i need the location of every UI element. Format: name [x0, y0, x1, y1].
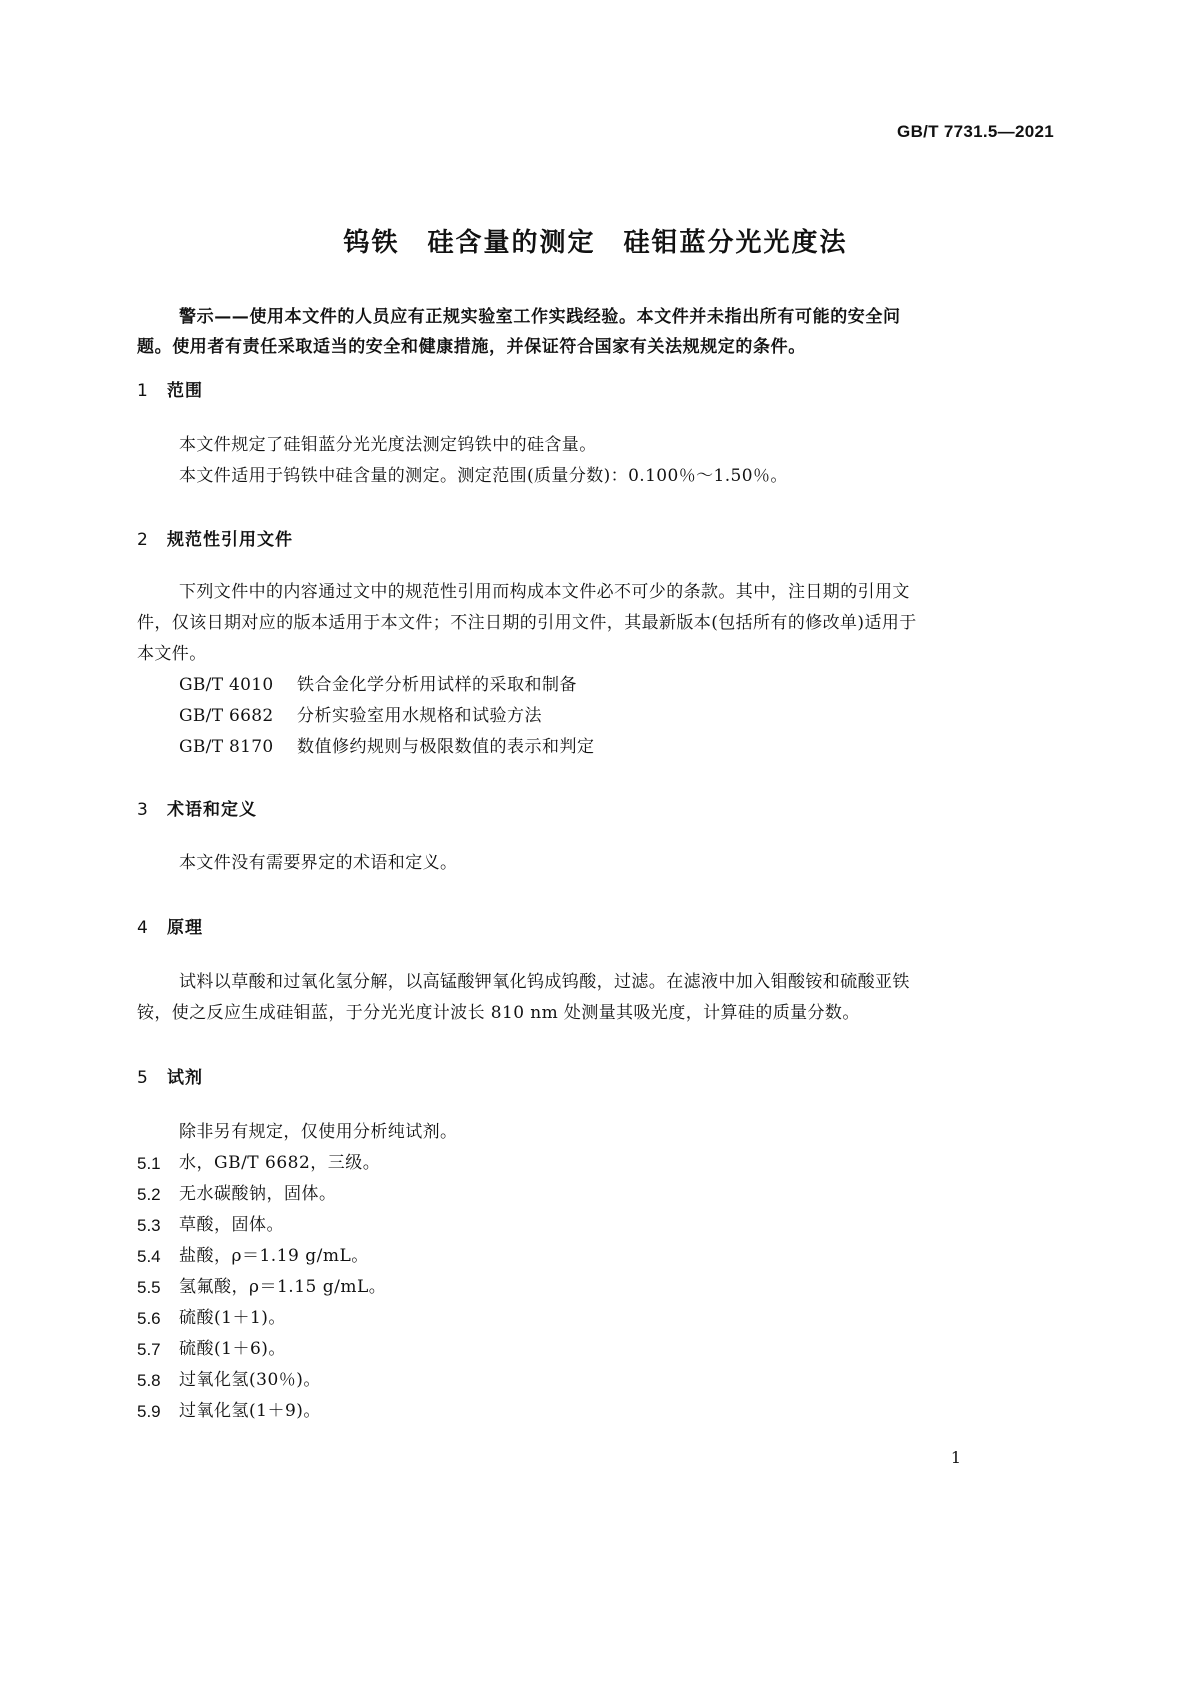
section-number: 5 [137, 1068, 149, 1088]
reagent-text: 氢氟酸，ρ＝1.15 g/mL。 [179, 1277, 387, 1297]
paragraph: 除非另有规定，仅使用分析纯试剂。 [179, 1122, 458, 1142]
reference-item [179, 701, 595, 732]
reagent-item [137, 1148, 386, 1179]
reagents-list [137, 1148, 386, 1427]
paragraph: 本文件规定了硅钼蓝分光光度法测定钨铁中的硅含量。 [179, 435, 597, 455]
section-2-body [137, 577, 1057, 670]
reagent-number: 5.6 [137, 1309, 161, 1328]
section-number: 3 [137, 800, 149, 820]
reagent-number: 5.7 [137, 1340, 161, 1359]
reagent-text: 过氧化氢(1＋9)。 [179, 1401, 321, 1421]
reagent-item [137, 1396, 386, 1427]
reagent-item [137, 1334, 386, 1365]
reagent-item [137, 1241, 386, 1272]
reference-title: 分析实验室用水规格和试验方法 [297, 706, 542, 726]
paragraph-line: 件，仅该日期对应的版本适用于本文件；不注日期的引用文件，其最新版本(包括所有的修改单)适用于 [137, 613, 917, 633]
reagent-text: 硫酸(1＋1)。 [179, 1308, 286, 1328]
warning-notice [137, 302, 1052, 362]
reagent-text: 水，GB/T 6682，三级。 [179, 1153, 381, 1173]
section-4-heading [137, 913, 203, 938]
section-title: 规范性引用文件 [167, 530, 293, 550]
paragraph-line: 下列文件中的内容通过文中的规范性引用而构成本文件必不可少的条款。其中，注日期的引用文 [179, 582, 910, 602]
reagent-item [137, 1365, 386, 1396]
section-1-body [137, 430, 1057, 492]
page-number: 1 [950, 1448, 961, 1467]
reference-code: GB/T 8170 [179, 737, 274, 757]
section-title: 试剂 [167, 1068, 203, 1088]
normative-references-list [179, 670, 595, 763]
section-3-heading [137, 795, 257, 820]
reagent-number: 5.3 [137, 1216, 161, 1235]
reagent-item [137, 1272, 386, 1303]
reagent-item [137, 1179, 386, 1210]
reagent-number: 5.9 [137, 1402, 161, 1421]
reagent-item [137, 1210, 386, 1241]
reagent-text: 硫酸(1＋6)。 [179, 1339, 286, 1359]
paragraph-line: 试料以草酸和过氧化氢分解，以高锰酸钾氧化钨成钨酸，过滤。在滤液中加入钼酸铵和硫酸亚铁 [179, 972, 910, 992]
warning-line-1: 警示——使用本文件的人员应有正规实验室工作实践经验。本文件并未指出所有可能的安全问 [179, 307, 901, 327]
section-3-body [137, 848, 1057, 879]
section-5-intro [137, 1117, 1057, 1148]
reagent-item [137, 1303, 386, 1334]
reagent-text: 草酸，固体。 [179, 1215, 284, 1235]
section-5-heading [137, 1063, 203, 1088]
section-title: 范围 [167, 381, 203, 401]
reagent-text: 盐酸，ρ＝1.19 g/mL。 [179, 1246, 369, 1266]
reference-title: 数值修约规则与极限数值的表示和判定 [297, 737, 595, 757]
reference-title: 铁合金化学分析用试样的采取和制备 [297, 675, 577, 695]
paragraph-line: 铵，使之反应生成硅钼蓝，于分光光度计波长 810 nm 处测量其吸光度，计算硅的质量分数。 [137, 1003, 860, 1023]
document-title: 钨铁 硅含量的测定 硅钼蓝分光光度法 [343, 228, 848, 258]
section-title: 术语和定义 [167, 800, 257, 820]
paragraph: 本文件适用于钨铁中硅含量的测定。测定范围(质量分数)：0.100％～1.50％。 [179, 466, 788, 486]
section-number: 2 [137, 530, 149, 550]
standard-number: GB/T 7731.5—2021 [897, 122, 1054, 141]
reagent-number: 5.5 [137, 1278, 161, 1297]
section-number: 1 [137, 381, 149, 401]
reagent-number: 5.8 [137, 1371, 161, 1390]
reagent-text: 过氧化氢(30％)。 [179, 1370, 321, 1390]
reference-code: GB/T 4010 [179, 675, 274, 695]
section-4-body [137, 967, 1057, 1029]
reagent-number: 5.1 [137, 1154, 161, 1173]
reagent-number: 5.2 [137, 1185, 161, 1204]
paragraph: 本文件没有需要界定的术语和定义。 [179, 853, 458, 873]
paragraph-line: 本文件。 [137, 644, 207, 664]
reagent-number: 5.4 [137, 1247, 161, 1266]
reference-item [179, 732, 595, 763]
section-2-heading [137, 525, 293, 550]
reference-item [179, 670, 595, 701]
section-1-heading [137, 376, 203, 401]
section-number: 4 [137, 918, 149, 938]
reagent-text: 无水碳酸钠，固体。 [179, 1184, 337, 1204]
reference-code: GB/T 6682 [179, 706, 274, 726]
warning-line-2: 题。使用者有责任采取适当的安全和健康措施，并保证符合国家有关法规规定的条件。 [137, 337, 806, 357]
section-title: 原理 [167, 918, 203, 938]
